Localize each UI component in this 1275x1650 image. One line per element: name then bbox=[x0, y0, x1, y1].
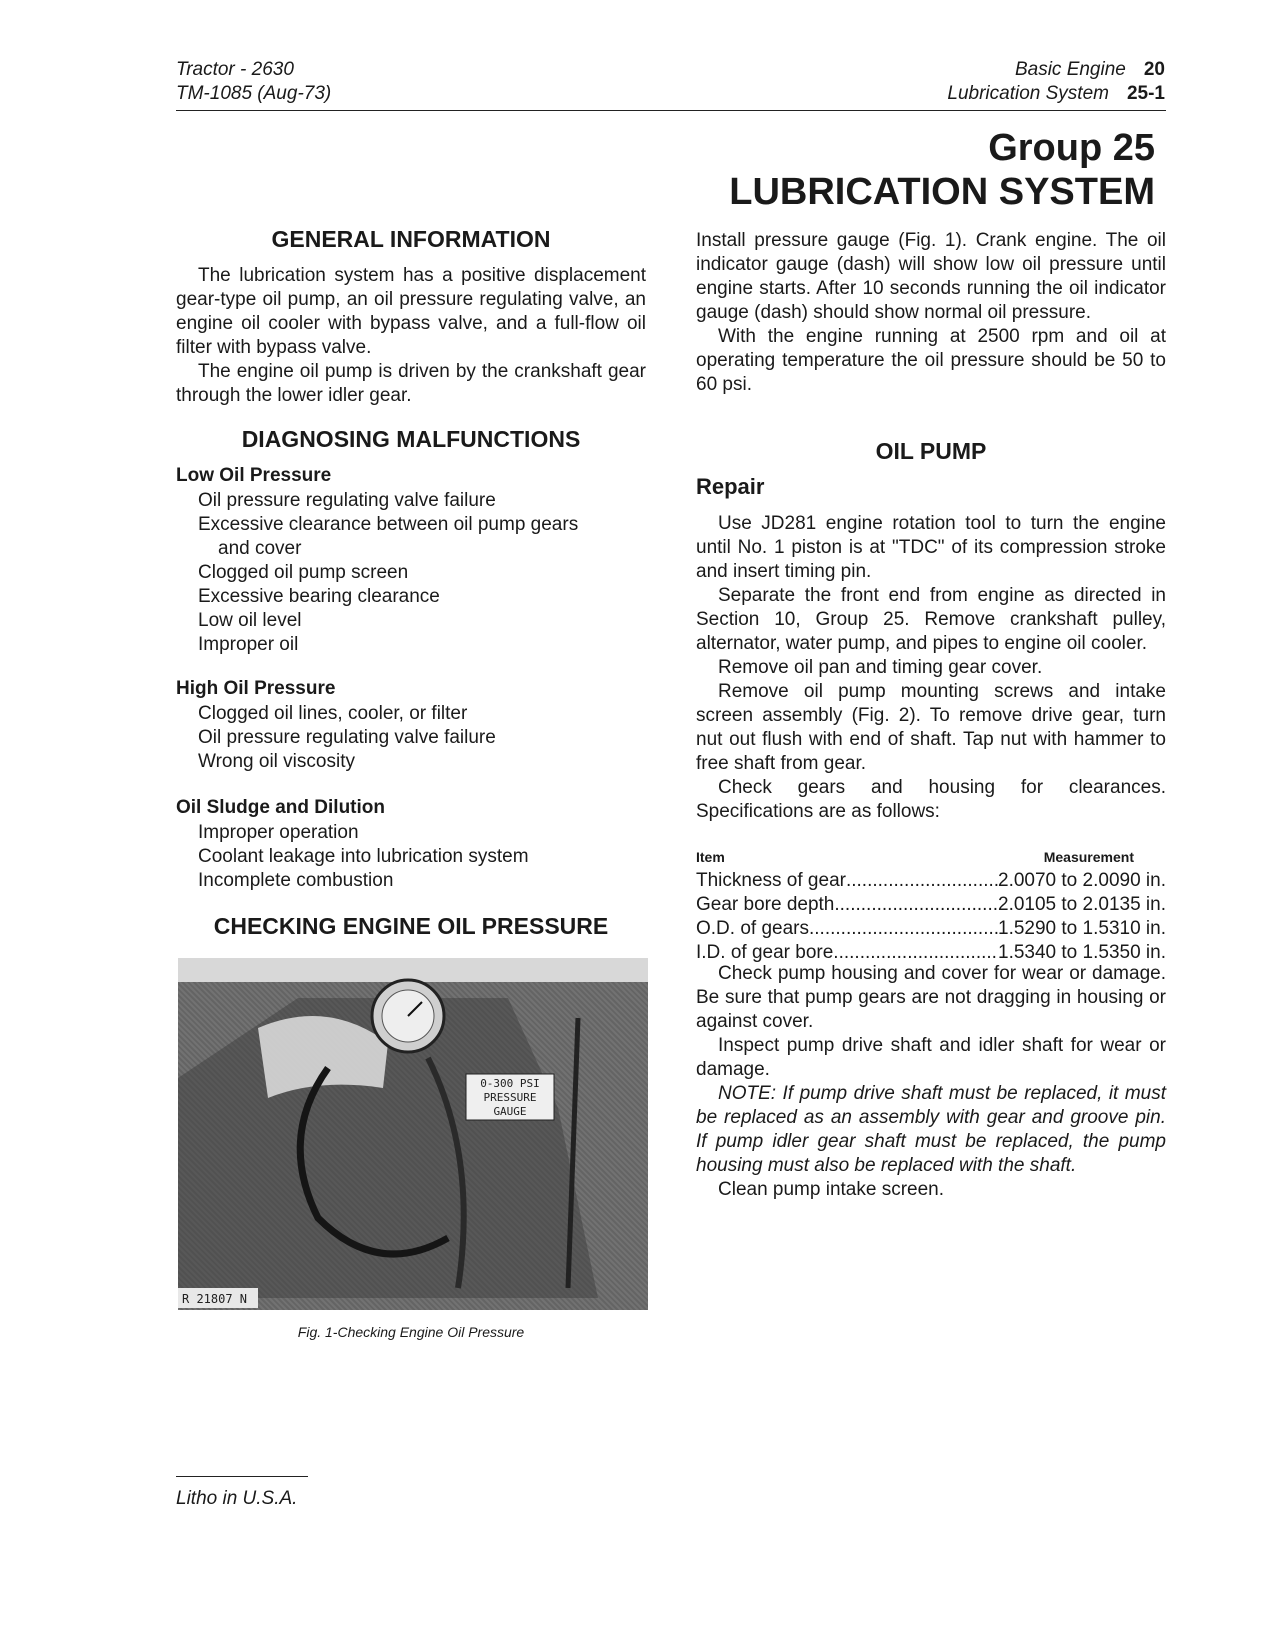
header-right bbox=[947, 58, 1165, 106]
install-gauge-text bbox=[696, 229, 1166, 397]
repair-p5: Check gears and housing for clearances. Specifications are as follows: bbox=[696, 777, 1166, 822]
section-number: 20 bbox=[1143, 59, 1165, 80]
column-header-item: Item bbox=[696, 849, 725, 865]
list-item: Excessive clearance between oil pump gears bbox=[198, 514, 579, 535]
general-p2: The engine oil pump is driven by the crankshaft gear through the lower idler gear. bbox=[176, 361, 646, 406]
list-item: Coolant leakage into lubrication system bbox=[198, 846, 529, 867]
spec-table bbox=[696, 845, 1166, 965]
right-intro-p1: Install pressure gauge (Fig. 1). Crank engine. The oil indicator gauge (dash) will show low oil pressure until engine starts. After 10 seconds running the oil indicator gauge (dash) should show normal oil pressure. bbox=[696, 230, 1166, 323]
photo-label-line: 0-300 PSI bbox=[480, 1077, 540, 1090]
group-title bbox=[729, 126, 1155, 214]
repair-subheading: Repair bbox=[696, 474, 765, 499]
low-pressure-list bbox=[176, 489, 646, 657]
spec-value: 2.0070 to 2.0090 in. bbox=[998, 870, 1166, 891]
table-row bbox=[696, 869, 1166, 893]
table-row bbox=[696, 893, 1166, 917]
photo-illustration bbox=[178, 958, 648, 1310]
spec-item: Gear bore depth bbox=[696, 894, 835, 915]
footer-text: Litho in U.S.A. bbox=[176, 1488, 298, 1509]
inspect-p3: Clean pump intake screen. bbox=[718, 1179, 945, 1200]
page-number: 25-1 bbox=[1126, 83, 1165, 104]
list-item: Clogged oil pump screen bbox=[198, 562, 409, 583]
list-item: Improper operation bbox=[198, 822, 359, 843]
table-row bbox=[696, 917, 1166, 941]
diagnosing-heading: DIAGNOSING MALFUNCTIONS bbox=[241, 426, 581, 452]
general-info-text bbox=[176, 264, 646, 408]
group-name: Lubrication System bbox=[947, 83, 1109, 104]
photo-label-line: GAUGE bbox=[493, 1105, 527, 1118]
right-intro-p2: With the engine running at 2500 rpm and oil at operating temperature the oil pressure should be 50 to 60 psi. bbox=[696, 326, 1166, 395]
oil-pump-heading: OIL PUMP bbox=[875, 438, 987, 464]
spec-table-header bbox=[696, 845, 1166, 869]
manual-title: Tractor - 2630 bbox=[176, 59, 294, 80]
high-pressure-list bbox=[176, 702, 646, 774]
spec-item: O.D. of gears bbox=[696, 918, 809, 939]
sludge-title: Oil Sludge and Dilution bbox=[176, 797, 385, 818]
photo-code: R 21807 N bbox=[182, 1292, 248, 1306]
repair-p2: Separate the front end from engine as directed in Section 10, Group 25. Remove crankshaft pulley, alternator, water pump, and pipes to engine oil cooler. bbox=[696, 585, 1166, 654]
inspect-p1: Check pump housing and cover for wear or damage. Be sure that pump gears are not dragging in housing or against cover. bbox=[696, 963, 1166, 1032]
list-item: Oil pressure regulating valve failure bbox=[198, 727, 496, 748]
repair-p4: Remove oil pump mounting screws and intake screen assembly (Fig. 2). To remove drive gear, turn nut out flush with end of shaft. Tap nut with hammer to free shaft from gear. bbox=[696, 681, 1166, 774]
footer-rule bbox=[176, 1476, 308, 1477]
general-info-heading: GENERAL INFORMATION bbox=[271, 226, 551, 252]
spec-value: 1.5290 to 1.5310 in. bbox=[998, 918, 1166, 939]
inspect-p2: Inspect pump drive shaft and idler shaft for wear or damage. bbox=[696, 1035, 1166, 1080]
repair-p3: Remove oil pan and timing gear cover. bbox=[718, 657, 1043, 678]
repair-text bbox=[696, 512, 1166, 824]
group-number: Group 25 bbox=[988, 127, 1155, 169]
spec-item: Thickness of gear bbox=[696, 870, 846, 891]
oil-pressure-photo bbox=[178, 958, 648, 1310]
list-item: and cover bbox=[218, 538, 302, 559]
repair-p1: Use JD281 engine rotation tool to turn the engine until No. 1 piston is at "TDC" of its compression stroke and insert timing pin. bbox=[696, 513, 1166, 582]
list-item: Incomplete combustion bbox=[198, 870, 394, 891]
manual-code: TM-1085 (Aug-73) bbox=[176, 83, 332, 104]
list-item: Improper oil bbox=[198, 634, 299, 655]
general-p1: The lubrication system has a positive displacement gear-type oil pump, an oil pressure regulating valve, an engine oil cooler with bypass valve, and a full-flow oil filter with bypass valve. bbox=[176, 265, 646, 358]
spec-value: 1.5340 to 1.5350 in. bbox=[998, 942, 1166, 963]
high-pressure-title: High Oil Pressure bbox=[176, 678, 336, 699]
note-text: NOTE: If pump drive shaft must be replaced, it must be replaced as an assembly with gear and groove pin. If pump idler gear shaft must be replaced, the pump housing must also be replaced with the shaft. bbox=[696, 1083, 1166, 1176]
header-rule bbox=[176, 110, 1166, 111]
column-header-measurement: Measurement bbox=[1043, 849, 1134, 865]
list-item: Low oil level bbox=[198, 610, 302, 631]
list-item: Wrong oil viscosity bbox=[198, 751, 355, 772]
header-left bbox=[176, 58, 331, 106]
inspection-text bbox=[696, 962, 1166, 1202]
section-name: Basic Engine bbox=[1014, 59, 1126, 80]
checking-heading: CHECKING ENGINE OIL PRESSURE bbox=[213, 913, 609, 939]
spec-value: 2.0105 to 2.0135 in. bbox=[998, 894, 1166, 915]
list-item: Clogged oil lines, cooler, or filter bbox=[198, 703, 468, 724]
sludge-list bbox=[176, 821, 646, 893]
group-subject: LUBRICATION SYSTEM bbox=[729, 171, 1155, 213]
spec-item: I.D. of gear bore bbox=[696, 942, 834, 963]
list-item: Oil pressure regulating valve failure bbox=[198, 490, 496, 511]
low-pressure-title: Low Oil Pressure bbox=[176, 465, 332, 486]
figure-caption: Fig. 1-Checking Engine Oil Pressure bbox=[297, 1324, 525, 1340]
list-item: Excessive bearing clearance bbox=[198, 586, 440, 607]
photo-label-line: PRESSURE bbox=[483, 1091, 537, 1104]
